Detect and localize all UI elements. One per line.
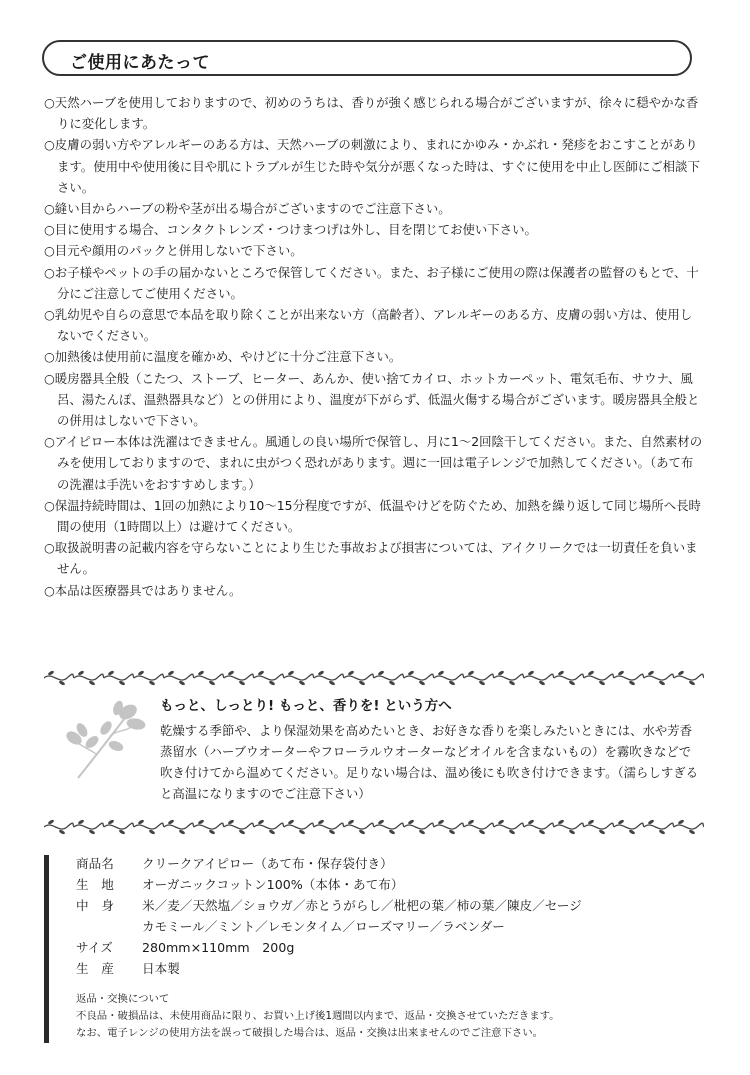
spec-label bbox=[76, 916, 142, 937]
tip-title: もっと、しっとり! もっと、香りを! という方へ bbox=[160, 698, 452, 714]
spec-accent-bar bbox=[44, 855, 49, 1043]
returns-heading: 返品・交換について bbox=[76, 993, 170, 1005]
note-item: ○縫い目からハーブの粉や茎が出る場合がございますのでご注意下さい。 bbox=[44, 201, 451, 217]
spec-value: クリークアイピロー（あて布・保存袋付き） bbox=[142, 856, 393, 871]
spec-row bbox=[76, 874, 706, 895]
note-item: ○皮膚の弱い方やアレルギーのある方は、天然ハーブの刺激により、まれにかゆみ・かぶれ・発疹をおこすことがあります。使用中や使用後に目や肌にトラブルが生じた時や気分が悪くなった時は、すぐに使用を中止し医師にご相談下さい。 bbox=[44, 137, 700, 195]
usage-notes bbox=[44, 92, 704, 601]
spec-label: 中 身 bbox=[76, 898, 114, 913]
note-item: ○お子様やペットの手の届かないところで保管してください。また、お子様にご使用の際は保護者の監督のもとで、十分にご注意してご使用ください。 bbox=[44, 264, 699, 301]
spec-row bbox=[76, 853, 706, 874]
tip-body: 乾燥する季節や、より保湿効果を高めたいとき、お好きな香りを楽しみたいときには、水や芳香蒸留水（ハーブウオーターやフローラルウオーターなどオイルを含まないもの）を霧吹きなどで吹き付けてから温めてください。足りない場合は、温め後にも吹き付けできます。（濡らしすぎると高温になりますのでご注意下さい） bbox=[160, 723, 698, 801]
spec-label: 生 産 bbox=[76, 961, 114, 976]
spec-row bbox=[76, 958, 706, 979]
spec-value: オーガニックコットン100%（本体・あて布） bbox=[142, 877, 404, 892]
note-item: ○天然ハーブを使用しておりますので、初めのうちは、香りが強く感じられる場合がございますが、徐々に穏やかな香りに変化します。 bbox=[44, 95, 699, 132]
note-item: ○暖房器具全般（こたつ、ストーブ、ヒーター、あんか、使い捨てカイロ、ホットカーペット、電気毛布、サウナ、風呂、湯たんぽ、温熱器具など）との併用により、温度が下がらず、低温火傷する場合がございます。暖房器具全般との併用はしないで下さい。 bbox=[44, 370, 700, 429]
spec-value: 日本製 bbox=[142, 961, 180, 976]
vine-divider-top bbox=[44, 669, 704, 687]
spec-row bbox=[76, 937, 706, 958]
spec-label: サイズ bbox=[76, 940, 113, 955]
returns-line: 不良品・破損品は、未使用商品に限り、お買い上げ後1週間以内まで、返品・交換させていただきます。 bbox=[76, 1010, 560, 1022]
note-item: ○目元や顔用のパックと併用しないで下さい。 bbox=[44, 243, 303, 259]
spec-value: カモミール／ミント／レモンタイム／ローズマリー／ラベンダー bbox=[142, 919, 505, 934]
spec-value: 米／麦／天然塩／ショウガ／赤とうがらし／枇杷の葉／柿の葉／陳皮／セージ bbox=[142, 898, 582, 913]
herb-leaf-icon bbox=[66, 700, 148, 782]
vine-divider-bottom bbox=[44, 818, 704, 836]
spec-row bbox=[76, 895, 706, 916]
returns-line: なお、電子レンジの使用方法を誤って破損した場合は、返品・交換は出来ませんのでご注意下さい。 bbox=[76, 1027, 544, 1039]
note-item: ○本品は医療器具ではありません。 bbox=[44, 582, 242, 598]
note-item: ○保温持続時間は、1回の加熱により10〜15分程度ですが、低温やけどを防ぐため、加熱を繰り返して同じ場所へ長時間の使用（1時間以上）は避けてください。 bbox=[44, 497, 701, 535]
spec-label: 生 地 bbox=[76, 877, 114, 892]
spec-row bbox=[76, 916, 706, 937]
section-title: ご使用にあたって bbox=[70, 53, 210, 73]
note-item: ○乳幼児や自らの意思で本品を取り除くことが出来ない方（高齢者）、アレルギーのある方、皮膚の弱い方は、使用しないでください。 bbox=[44, 307, 693, 344]
note-item: ○アイピロー本体は洗濯はできません。風通しの良い場所で保管し、月に1〜2回陰干してください。また、自然素材のみを使用しておりますので、まれに虫がつく恐れがあります。週に一回は電子レンジで加熱してください。（あて布の洗濯は手洗いをおすすめします。） bbox=[44, 434, 703, 492]
note-item: ○加熱後は使用前に温度を確かめ、やけどに十分ご注意下さい。 bbox=[44, 349, 402, 365]
product-spec-table bbox=[76, 853, 706, 979]
spec-value: 280mm×110mm 200g bbox=[142, 940, 295, 955]
note-item: ○取扱説明書の記載内容を守らないことにより生じた事故および損害については、アイクリークでは一切責任を負いません。 bbox=[44, 540, 698, 577]
section-header-box bbox=[42, 40, 692, 76]
note-item: ○目に使用する場合、コンタクトレンズ・つけまつげは外し、目を閉じてお使い下さい。 bbox=[44, 222, 537, 238]
returns-policy bbox=[76, 991, 716, 1042]
spec-label: 商品名 bbox=[76, 856, 114, 871]
